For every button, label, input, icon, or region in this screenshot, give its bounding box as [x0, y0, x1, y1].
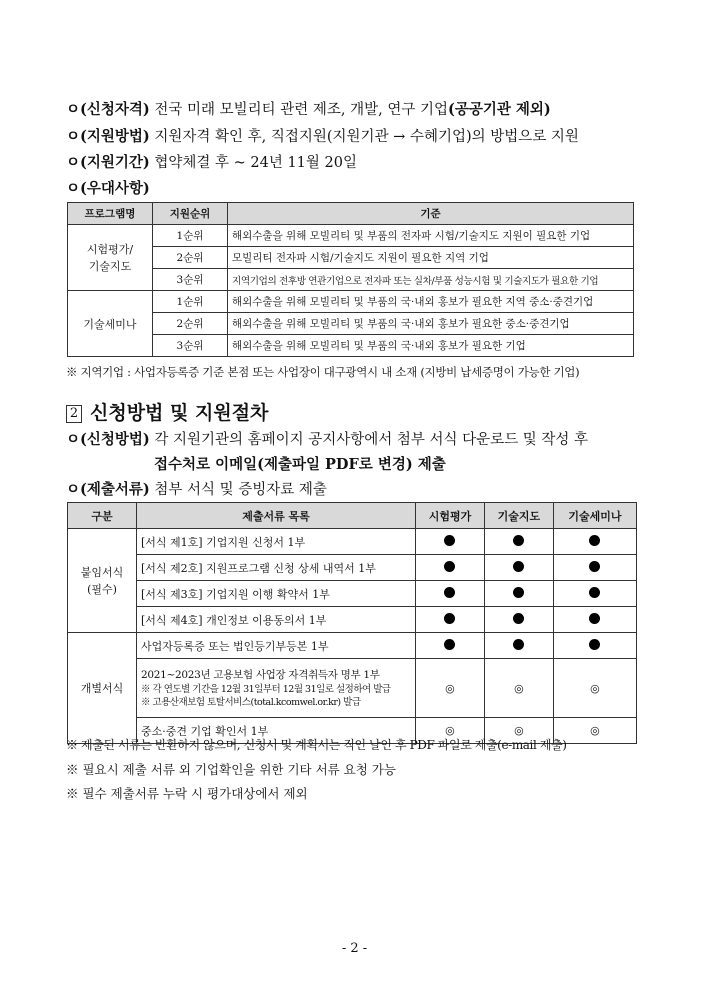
criteria-cell: 모빌리티 전자파 시험/기술지도 지원이 필요한 지역 기업: [228, 247, 634, 269]
documents-table: [67, 502, 637, 744]
criteria-cell: 해외수출을 위해 모빌리티 및 부품의 국·내외 홍보가 필요한 기업: [228, 335, 634, 357]
page-number: - 2 -: [341, 941, 368, 956]
document-item: [서식 제4호] 개인정보 이용동의서 1부: [137, 607, 416, 633]
period-line: ㅇ(지원기간) 협약체결 후 ~ 24년 11월 20일: [66, 154, 357, 171]
qualification-exclusion: (공공기관 제외): [447, 101, 551, 118]
method-line: ㅇ(지원방법) 지원자격 확인 후, 직접지원(지원기관 → 수혜기업)의 방법으로 지원: [66, 128, 579, 145]
section-title: 신청방법 및 지원절차: [90, 402, 269, 424]
required-mark: [553, 581, 636, 607]
required-mark: [484, 529, 553, 555]
required-mark: [416, 529, 485, 555]
optional-mark: ◎: [553, 659, 636, 718]
regional-company-note: ※ 지역기업 : 사업자등록증 기준 본점 또는 사업장이 대구광역시 내 소재 (지방비 납세증명이 가능한 기업): [66, 365, 580, 379]
rank-cell: 2순위: [153, 313, 228, 335]
period-label: (지원기간): [80, 154, 150, 171]
required-mark: [416, 607, 485, 633]
note-return: ※ 제출된 서류는 반환하지 않으며, 신청서 및 계획서는 직인 날인 후 PDF 파일로 제출(e-mail 제출): [66, 738, 567, 752]
optional-mark: ◎: [416, 659, 485, 718]
required-mark: [484, 607, 553, 633]
method-label: (지원방법): [80, 128, 150, 145]
required-mark: [484, 555, 553, 581]
document-item: [서식 제1호] 기업지원 신청서 1부: [137, 529, 416, 555]
document-item: [서식 제2호] 지원프로그램 신청 상세 내역서 1부: [137, 555, 416, 581]
optional-mark: ◎: [484, 718, 553, 744]
note-missing: ※ 필수 제출서류 누락 시 평가대상에서 제외: [66, 786, 308, 801]
apply-method-line: ㅇ(신청방법) 각 지원기관의 홈페이지 공지사항에서 첨부 서식 다운로드 및 작성 후: [66, 431, 589, 448]
rank-cell: 1순위: [153, 291, 228, 313]
rank-cell: 3순위: [153, 335, 228, 357]
program-name-testing: 시험평가/ 기술지도: [68, 225, 153, 291]
optional-mark: ◎: [416, 718, 485, 744]
criteria-cell: 해외수출을 위해 모빌리티 및 부품의 국·내외 홍보가 필요한 지역 중소·중견기업: [228, 291, 634, 313]
documents-label: (제출서류): [80, 481, 150, 498]
required-mark: [553, 633, 636, 659]
method-text: 지원자격 확인 후, 직접지원(지원기관 → 수혜기업)의 방법으로 지원: [149, 129, 579, 145]
preference-line: ㅇ(우대사항): [66, 180, 150, 197]
required-mark: [416, 633, 485, 659]
documents-text: 첨부 서식 및 증빙자료 제출: [149, 482, 327, 498]
qualification-line: ㅇ(신청자격) 전국 미래 모빌리티 관련 제조, 개발, 연구 기업(공공기관 제외): [66, 101, 551, 118]
required-mark: [416, 555, 485, 581]
documents-line: ㅇ(제출서류) 첨부 서식 및 증빙자료 제출: [66, 481, 327, 498]
section-heading: [66, 398, 268, 425]
apply-method-label: (신청방법): [80, 431, 150, 448]
table2-header-seminar: 기술세미나: [553, 503, 636, 529]
criteria-cell: 해외수출을 위해 모빌리티 및 부품의 전자파 시험/기술지도 지원이 필요한 기업: [228, 225, 634, 247]
apply-method-text-2: 접수처로 이메일(제출파일 PDF로 변경) 제출: [154, 456, 446, 473]
document-item: 사업자등록증 또는 법인등기부등본 1부: [137, 633, 416, 659]
apply-method-text: 각 지원기관의 홈페이지 공지사항에서 첨부 서식 다운로드 및 작성 후: [149, 432, 589, 448]
preference-table: [67, 202, 634, 357]
group-required-forms: 붙임서식 (필수): [68, 529, 137, 633]
required-mark: [484, 581, 553, 607]
optional-mark: ◎: [553, 718, 636, 744]
table2-header-testing: 시험평가: [416, 503, 485, 529]
table1-header-criteria: 기준: [228, 203, 634, 225]
section-number: 2: [66, 405, 82, 423]
required-mark: [416, 581, 485, 607]
required-mark: [553, 607, 636, 633]
rank-cell: 3순위: [153, 269, 228, 291]
preference-label: (우대사항): [80, 180, 150, 197]
table2-header-list: 제출서류 목록: [137, 503, 416, 529]
group-individual-forms: 개별서식: [68, 633, 137, 744]
qualification-text: 전국 미래 모빌리티 관련 제조, 개발, 연구 기업: [149, 102, 448, 118]
table1-header-rank: 지원순위: [153, 203, 228, 225]
program-name-seminar: 기술세미나: [68, 291, 153, 357]
required-mark: [553, 555, 636, 581]
table2-header-category: 구분: [68, 503, 137, 529]
table1-header-program: 프로그램명: [68, 203, 153, 225]
rank-cell: 1순위: [153, 225, 228, 247]
note-additional: ※ 필요시 제출 서류 외 기업확인을 위한 기타 서류 요청 가능: [66, 762, 396, 777]
required-mark: [553, 529, 636, 555]
required-mark: [484, 633, 553, 659]
criteria-cell: 해외수출을 위해 모빌리티 및 부품의 국·내외 홍보가 필요한 중소·중견기업: [228, 313, 634, 335]
period-text: 협약체결 후 ~ 24년 11월 20일: [149, 155, 357, 171]
document-item-insurance: 2021~2023년 고용보험 사업장 자격취득자 명부 1부 ※ 각 연도별 기간을 12월 31일부터 12월 31일로 설정하여 발급 ※ 고용산재보험 토탈서비스(total.kcomwel.or.kr) 발급: [137, 659, 416, 718]
criteria-cell: 지역기업의 전후방 연관기업으로 전자파 또는 실차/부품 성능시험 및 기술지도가 필요한 기업: [228, 269, 634, 291]
qualification-label: (신청자격): [80, 101, 150, 118]
table2-header-guidance: 기술지도: [484, 503, 553, 529]
document-item: 중소·중견 기업 확인서 1부: [137, 718, 416, 744]
rank-cell: 2순위: [153, 247, 228, 269]
document-item: [서식 제3호] 기업지원 이행 확약서 1부: [137, 581, 416, 607]
optional-mark: ◎: [484, 659, 553, 718]
